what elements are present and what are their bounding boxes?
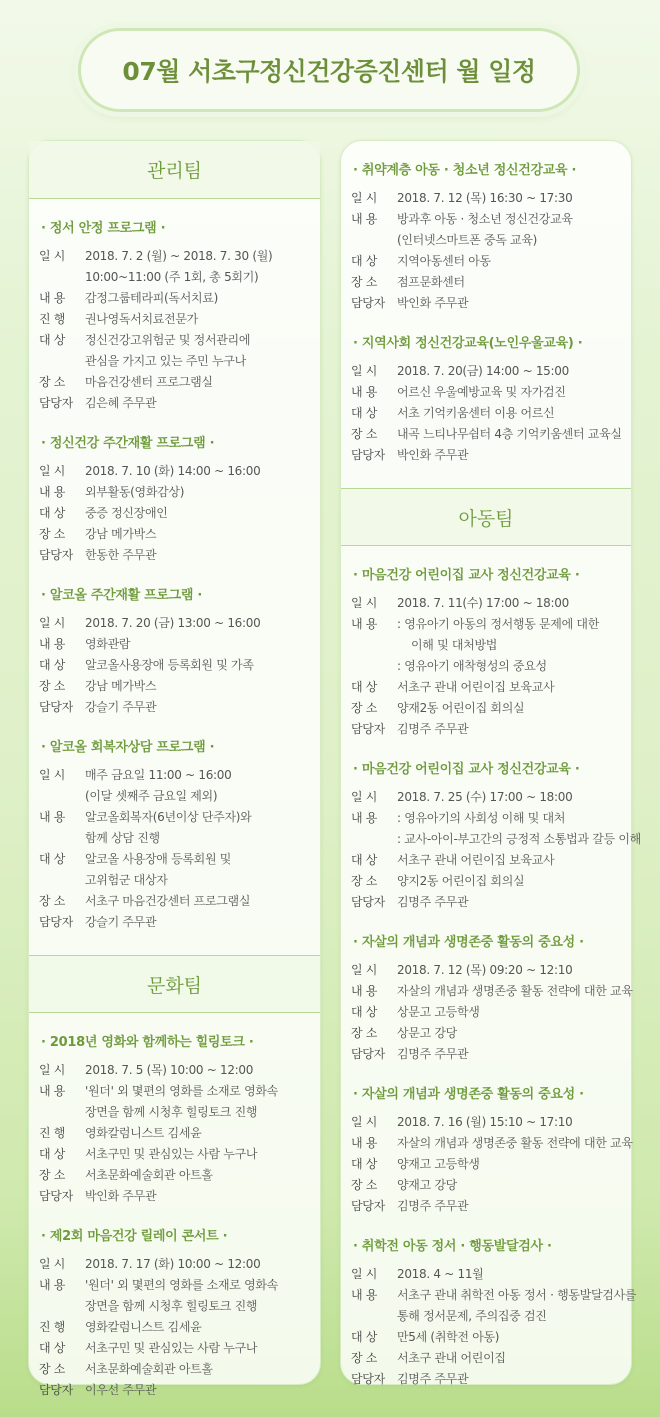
detail-row [351, 1369, 631, 1390]
program-section [341, 1083, 631, 1217]
detail-label: 대 상 [39, 852, 66, 866]
detail-row [351, 1196, 631, 1217]
detail-label: 일 시 [351, 1115, 378, 1129]
detail-label: 대 상 [39, 658, 66, 672]
detail-label: 내 용 [351, 212, 378, 226]
detail-row [351, 1112, 631, 1133]
detail-label [39, 267, 85, 288]
detail-label: 일 시 [39, 1063, 66, 1077]
detail-value: 2018. 7. 25 (수) 17:00 ~ 18:00 [397, 790, 573, 804]
detail-value: 만5세 (취학전 아동) [397, 1330, 500, 1344]
detail-row [39, 503, 320, 524]
program-title: · 자살의 개념과 생명존중 활동의 중요성 · [353, 1087, 584, 1102]
detail-row [351, 1133, 631, 1154]
program-title: · 알코올 주간재활 프로그램 · [41, 588, 203, 603]
detail-value: 2018. 7. 20 (금) 13:00 ~ 16:00 [85, 616, 261, 630]
detail-label: 대 상 [39, 333, 66, 347]
detail-value: 한동한 주무관 [85, 548, 157, 562]
program-title: · 자살의 개념과 생명존중 활동의 중요성 · [353, 935, 584, 950]
detail-row [351, 272, 631, 293]
program-section [29, 1031, 320, 1207]
detail-row [351, 382, 631, 403]
detail-row [351, 614, 631, 635]
detail-value: 10:00~11:00 (주 1회, 총 5회기) [85, 270, 259, 284]
detail-row [351, 188, 631, 209]
detail-row [351, 230, 631, 251]
detail-row [39, 634, 320, 655]
detail-value: 정신건강고위험군 및 정서관리에 [85, 333, 251, 347]
detail-row [351, 251, 631, 272]
team-heading: 문화팀 [29, 955, 320, 1013]
detail-value: 점프문화센터 [397, 275, 465, 289]
detail-label: 대 상 [351, 680, 378, 694]
detail-row [351, 445, 631, 466]
detail-value: 이해 및 대처방법 [411, 638, 498, 652]
program-title: · 취학전 아동 정서 · 행동발달검사 · [353, 1239, 552, 1254]
detail-row [39, 1060, 320, 1081]
detail-value: : 영유아기 아동의 정서행동 문제에 대한 [397, 617, 599, 631]
detail-row [351, 808, 631, 829]
detail-value: 김명주 주무관 [397, 1199, 469, 1213]
right-column [340, 140, 641, 1386]
detail-row [39, 1338, 320, 1359]
detail-value: 영화관람 [85, 637, 131, 651]
program-title: · 마음건강 어린이집 교사 정신건강교육 · [353, 762, 580, 777]
detail-label: 담당자 [351, 1199, 385, 1213]
detail-value: 2018. 7. 10 (화) 14:00 ~ 16:00 [85, 464, 261, 478]
detail-value: 서초문화예술회관 아트홀 [85, 1362, 213, 1376]
detail-label: 장 소 [351, 701, 378, 715]
detail-row [351, 403, 631, 424]
detail-label: 장 소 [39, 894, 66, 908]
detail-label [39, 1296, 85, 1317]
detail-row [351, 1327, 631, 1348]
detail-row [351, 1002, 631, 1023]
detail-label: 내 용 [351, 811, 378, 825]
detail-row [351, 1285, 637, 1306]
program-title: · 알코올 회복자상담 프로그램 · [41, 740, 215, 755]
detail-value: 감정그룹테라피(독서치료) [85, 291, 218, 305]
program-section [341, 332, 631, 466]
detail-value: (인터넷스마트폰 중독 교육) [397, 233, 538, 247]
detail-row [351, 981, 631, 1002]
detail-value: 서초 기억키움센터 이용 어르신 [397, 406, 555, 420]
detail-value: 함께 상담 진행 [85, 831, 160, 845]
detail-label: 담당자 [39, 915, 73, 929]
detail-value: 영화칼럼니스트 김세윤 [85, 1126, 202, 1140]
detail-label: 대 상 [39, 1341, 66, 1355]
detail-label: 일 시 [351, 596, 378, 610]
program-title: · 마음건강 어린이집 교사 정신건강교육 · [353, 568, 580, 583]
detail-label: 진 행 [39, 1126, 66, 1140]
program-title: · 취약계층 아동 · 청소년 정신건강교육 · [353, 163, 577, 178]
detail-value: 박인화 주무관 [397, 296, 469, 310]
detail-value: 2018. 7. 12 (목) 16:30 ~ 17:30 [397, 191, 573, 205]
program-section [29, 217, 320, 414]
detail-label: 장 소 [351, 1178, 378, 1192]
detail-value: 2018. 7. 20(금) 14:00 ~ 15:00 [397, 364, 569, 378]
detail-row [39, 807, 320, 828]
detail-value: 이우선 주무관 [85, 1383, 157, 1397]
detail-row [39, 1165, 320, 1186]
detail-label: 내 용 [39, 810, 66, 824]
program-section [29, 1225, 320, 1401]
detail-row [39, 1317, 320, 1338]
detail-label: 장 소 [351, 1026, 378, 1040]
detail-row [351, 1306, 631, 1327]
detail-value: 강슬기 주무관 [85, 915, 157, 929]
detail-row [39, 786, 320, 807]
detail-label: 진 행 [39, 312, 66, 326]
detail-value: : 영유아기의 사회성 이해 및 대처 [397, 811, 566, 825]
detail-row [351, 656, 631, 677]
detail-row [39, 676, 320, 697]
detail-label: 대 상 [351, 853, 378, 867]
detail-value: 알코올사용장애 등록회원 및 가족 [85, 658, 254, 672]
detail-row [39, 891, 320, 912]
detail-row [39, 655, 320, 676]
detail-value: 통해 정서문제, 주의집중 검진 [397, 1309, 547, 1323]
program-title: · 2018년 영화와 함께하는 힐링토크 · [41, 1035, 254, 1050]
detail-value: 서초구 관내 어린이집 보육교사 [397, 853, 555, 867]
detail-value: 김은혜 주무관 [85, 396, 157, 410]
detail-value: 알코올회복자(6년이상 단주자)와 [85, 810, 252, 824]
detail-label: 내 용 [351, 1136, 378, 1150]
detail-row [39, 1275, 320, 1296]
detail-label: 일 시 [351, 963, 378, 977]
detail-label: 대 상 [351, 1157, 378, 1171]
detail-row [351, 1264, 631, 1285]
program-section [29, 584, 320, 718]
detail-value: 장면을 함께 시청후 힐링토크 진행 [85, 1105, 258, 1119]
detail-value: 어르신 우울예방교육 및 자가검진 [397, 385, 566, 399]
detail-value: 양재고 강당 [397, 1178, 457, 1192]
detail-row [39, 697, 320, 718]
detail-value: 방과후 아동 · 청소년 정신건강교육 [397, 212, 573, 226]
detail-label: 내 용 [39, 485, 66, 499]
detail-label: 내 용 [39, 291, 66, 305]
detail-label: 일 시 [39, 616, 66, 630]
detail-value: 알코올 사용장애 등록회원 및 [85, 852, 232, 866]
detail-row [39, 828, 320, 849]
detail-value: 마음건강센터 프로그램실 [85, 375, 213, 389]
detail-value: 김명주 주무관 [397, 895, 469, 909]
detail-value: 김명주 주무관 [397, 1372, 469, 1386]
detail-label [351, 635, 397, 656]
detail-value: 강남 메가박스 [85, 679, 157, 693]
detail-row [351, 960, 631, 981]
detail-value: 매주 금요일 11:00 ~ 16:00 [85, 768, 232, 782]
program-section [341, 1235, 637, 1390]
detail-value: 강슬기 주무관 [85, 700, 157, 714]
detail-value: 2018. 7. 11(수) 17:00 ~ 18:00 [397, 596, 569, 610]
program-section [341, 159, 631, 314]
detail-value: 서초구 관내 취학전 아동 정서 · 행동발달검사를 [397, 1288, 637, 1302]
detail-value: 서초문화예술회관 아트홀 [85, 1168, 213, 1182]
detail-row [351, 1154, 631, 1175]
detail-label [39, 1102, 85, 1123]
detail-row [39, 1254, 320, 1275]
detail-row [39, 351, 320, 372]
team-heading: 아동팀 [341, 488, 631, 546]
detail-label: 대 상 [351, 1330, 378, 1344]
detail-label [39, 828, 85, 849]
detail-label: 장 소 [39, 679, 66, 693]
detail-label: 진 행 [39, 1320, 66, 1334]
detail-label: 일 시 [351, 790, 378, 804]
detail-row [39, 1186, 320, 1207]
detail-label [39, 351, 85, 372]
detail-value: 관심을 가지고 있는 주민 누구나 [85, 354, 246, 368]
detail-row [39, 1102, 320, 1123]
detail-row [39, 1359, 320, 1380]
detail-value: 장면을 함께 시청후 힐링토크 진행 [85, 1299, 258, 1313]
detail-label: 장 소 [351, 275, 378, 289]
detail-value: 박인화 주무관 [397, 448, 469, 462]
detail-label: 대 상 [351, 254, 378, 268]
detail-label: 대 상 [39, 506, 66, 520]
detail-label [351, 1306, 397, 1327]
detail-label: 내 용 [39, 637, 66, 651]
detail-row [39, 288, 320, 309]
detail-row [351, 850, 631, 871]
detail-row [351, 677, 631, 698]
detail-label [351, 829, 397, 850]
detail-label: 대 상 [351, 406, 378, 420]
detail-row [39, 1296, 320, 1317]
detail-row [351, 361, 631, 382]
detail-label: 장 소 [351, 427, 378, 441]
program-title: · 지역사회 정신건강교육(노인우울교육) · [353, 336, 583, 351]
detail-label: 담당자 [351, 296, 385, 310]
detail-value: 자살의 개념과 생명존중 활동 전략에 대한 교육 [397, 984, 633, 998]
detail-value: 영화칼럼니스트 김세윤 [85, 1320, 202, 1334]
detail-label: 일 시 [39, 464, 66, 478]
detail-label: 내 용 [351, 1288, 378, 1302]
detail-value: : 교사-아이-부고간의 긍정적 소통법과 갈등 이해 [397, 832, 641, 846]
detail-label: 담당자 [39, 548, 73, 562]
detail-label: 장 소 [39, 527, 66, 541]
detail-value: '원더' 외 몇편의 영화를 소재로 영화속 [85, 1084, 278, 1098]
detail-label: 대 상 [351, 1005, 378, 1019]
detail-row [351, 593, 631, 614]
detail-label: 내 용 [351, 385, 378, 399]
detail-value: (이달 셋째주 금요일 제외) [85, 789, 218, 803]
detail-row [39, 870, 320, 891]
detail-row [351, 698, 631, 719]
program-section [341, 931, 631, 1065]
detail-value: : 영유아기 애착형성의 중요성 [397, 659, 547, 673]
detail-row [351, 424, 631, 445]
detail-row [39, 372, 320, 393]
program-section [29, 432, 320, 566]
program-title: · 정서 안정 프로그램 · [41, 221, 166, 236]
detail-value: 2018. 7. 17 (화) 10:00 ~ 12:00 [85, 1257, 261, 1271]
detail-label: 담당자 [39, 1383, 73, 1397]
detail-row [39, 524, 320, 545]
detail-row [351, 635, 631, 656]
detail-label: 담당자 [351, 1047, 385, 1061]
detail-value: 지역아동센터 아동 [397, 254, 491, 268]
program-title: · 정신건강 주간재활 프로그램 · [41, 436, 215, 451]
detail-value: 서초구민 및 관심있는 사람 누구나 [85, 1147, 258, 1161]
detail-label: 내 용 [351, 617, 378, 631]
detail-label: 내 용 [39, 1084, 66, 1098]
detail-value: 박인화 주무관 [85, 1189, 157, 1203]
team-heading: 관리팀 [29, 141, 320, 199]
detail-row [39, 461, 320, 482]
program-section [341, 564, 631, 740]
detail-label: 장 소 [39, 1168, 66, 1182]
detail-value: 양재2동 어린이집 회의실 [397, 701, 525, 715]
detail-row [39, 1081, 320, 1102]
detail-label: 담당자 [39, 1189, 73, 1203]
detail-row [351, 719, 631, 740]
detail-label: 대 상 [39, 1147, 66, 1161]
detail-label: 내 용 [39, 1278, 66, 1292]
detail-row [351, 1023, 631, 1044]
program-section [29, 736, 320, 933]
detail-row [39, 309, 320, 330]
detail-label: 담당자 [351, 1372, 385, 1386]
detail-label [39, 870, 85, 891]
detail-value: 서초구민 및 관심있는 사람 누구나 [85, 1341, 258, 1355]
detail-row [351, 829, 641, 850]
detail-row [39, 330, 320, 351]
detail-label [351, 656, 397, 677]
detail-value: 양지2동 어린이집 회의실 [397, 874, 525, 888]
detail-value: 2018. 4 ~ 11월 [397, 1267, 484, 1281]
detail-value: 서초구 관내 어린이집 보육교사 [397, 680, 555, 694]
detail-row [351, 1348, 631, 1369]
detail-row [39, 545, 320, 566]
detail-row [39, 1144, 320, 1165]
detail-value: 상문고 강당 [397, 1026, 457, 1040]
detail-row [39, 912, 320, 933]
detail-label: 담당자 [351, 448, 385, 462]
detail-row [351, 892, 631, 913]
detail-row [39, 393, 320, 414]
detail-label: 담당자 [39, 700, 73, 714]
detail-label: 담당자 [351, 895, 385, 909]
detail-value: 2018. 7. 5 (목) 10:00 ~ 12:00 [85, 1063, 254, 1077]
detail-value: 권나영독서치료전문가 [85, 312, 198, 326]
detail-label: 일 시 [39, 768, 66, 782]
detail-row [39, 1123, 320, 1144]
detail-label: 장 소 [351, 874, 378, 888]
detail-row [39, 613, 320, 634]
detail-value: '원더' 외 몇편의 영화를 소재로 영화속 [85, 1278, 278, 1292]
detail-value: 중증 정신장애인 [85, 506, 168, 520]
detail-value: 김명주 주무관 [397, 722, 469, 736]
detail-row [39, 765, 320, 786]
detail-row [351, 209, 631, 230]
detail-value: 고위험군 대상자 [85, 873, 168, 887]
detail-label: 일 시 [39, 1257, 66, 1271]
detail-label: 장 소 [39, 1362, 66, 1376]
detail-value: 2018. 7. 2 (월) ~ 2018. 7. 30 (월) [85, 249, 273, 263]
detail-row [39, 482, 320, 503]
detail-value: 강남 메가박스 [85, 527, 157, 541]
detail-row [351, 293, 631, 314]
detail-value: 2018. 7. 16 (월) 15:10 ~ 17:10 [397, 1115, 573, 1129]
detail-row [39, 246, 320, 267]
program-section [341, 758, 641, 913]
detail-label [351, 230, 397, 251]
detail-label: 내 용 [351, 984, 378, 998]
detail-value: 2018. 7. 12 (목) 09:20 ~ 12:10 [397, 963, 573, 977]
left-column [28, 140, 321, 1397]
detail-value: 양재고 고등학생 [397, 1157, 480, 1171]
detail-value: 자살의 개념과 생명존중 활동 전략에 대한 교육 [397, 1136, 633, 1150]
page-header [78, 28, 580, 112]
detail-row [39, 1380, 320, 1401]
detail-label: 장 소 [351, 1351, 378, 1365]
detail-value: 김명주 주무관 [397, 1047, 469, 1061]
detail-label: 장 소 [39, 375, 66, 389]
page-title: 07월 서초구정신건강증진센터 월 일정 [122, 57, 536, 86]
detail-value: 서초구 마음건강센터 프로그램실 [85, 894, 251, 908]
detail-value: 서초구 관내 어린이집 [397, 1351, 506, 1365]
detail-label [39, 786, 85, 807]
detail-row [39, 267, 320, 288]
program-title: · 제2회 마음건강 릴레이 콘서트 · [41, 1229, 228, 1244]
detail-value: 외부활동(영화감상) [85, 485, 185, 499]
detail-label: 담당자 [351, 722, 385, 736]
detail-label: 일 시 [39, 249, 66, 263]
detail-value: 내곡 느티나무쉼터 4층 기억키움센터 교육실 [397, 427, 622, 441]
detail-label: 일 시 [351, 191, 378, 205]
detail-value: 상문고 고등학생 [397, 1005, 480, 1019]
detail-label: 일 시 [351, 1267, 378, 1281]
detail-row [351, 871, 631, 892]
detail-label: 일 시 [351, 364, 378, 378]
detail-row [39, 849, 320, 870]
detail-label: 담당자 [39, 396, 73, 410]
detail-row [351, 787, 631, 808]
detail-row [351, 1044, 631, 1065]
detail-row [351, 1175, 631, 1196]
